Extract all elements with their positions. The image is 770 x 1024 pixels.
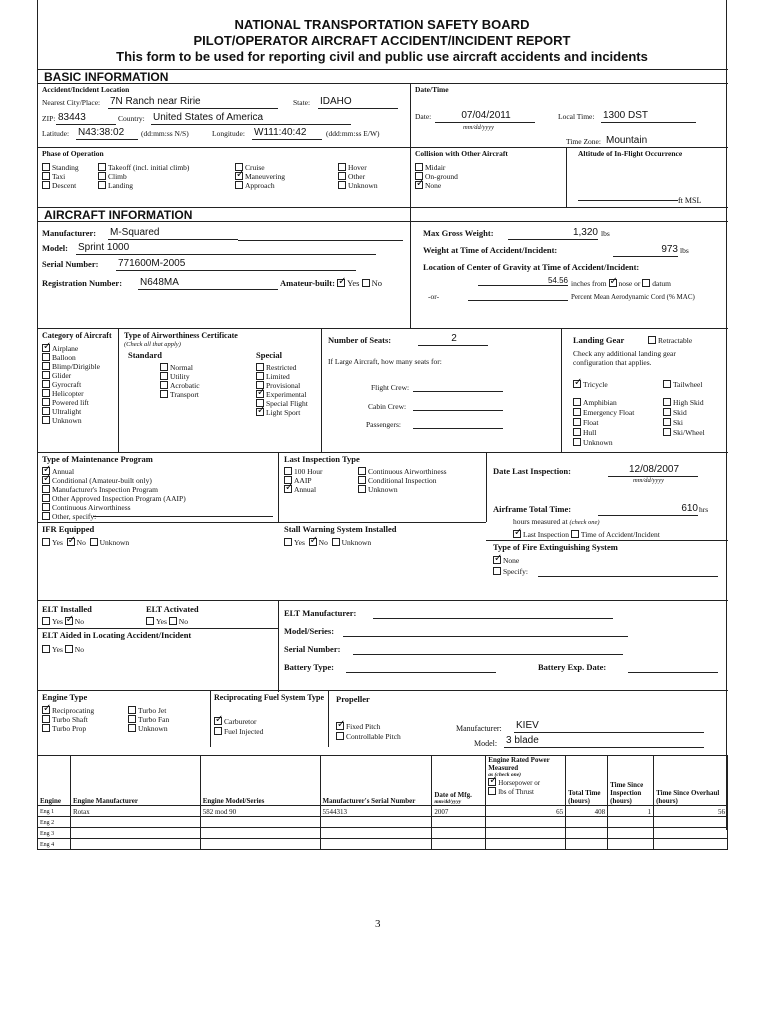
insp-unknown-option: Unknown — [358, 485, 398, 495]
engine-cell[interactable] — [320, 839, 432, 850]
registration-field[interactable]: N648MA — [138, 277, 278, 290]
engine-cell[interactable] — [486, 817, 566, 828]
engine-cell[interactable] — [608, 839, 654, 850]
phase-other-checkbox[interactable] — [338, 172, 346, 180]
datetime-title: Date/Time — [415, 85, 449, 94]
maint-other-specify-option: Other, specify: — [42, 512, 96, 522]
engine-cell: Eng 1 — [38, 806, 71, 817]
city-field[interactable]: 7N Ranch near Ririe — [108, 96, 278, 109]
engine-row — [38, 839, 728, 850]
phase-descent-checkbox[interactable] — [42, 181, 50, 189]
prop-model-field[interactable]: 3 blade — [504, 735, 704, 748]
controllable-pitch-checkbox[interactable] — [336, 732, 344, 740]
insp-annual-checkbox[interactable] — [284, 485, 292, 493]
last-inspection-checkbox[interactable] — [513, 530, 521, 538]
maint-manufacturer-s-inspection-program-checkbox[interactable] — [42, 485, 50, 493]
engine-row — [38, 817, 728, 828]
elt-aided-title: ELT Aided in Locating Accident/Incident — [42, 630, 192, 640]
phase-title: Phase of Operation — [42, 149, 104, 158]
ifr-no-checkbox[interactable] — [67, 538, 75, 546]
engine-cell[interactable] — [654, 839, 728, 850]
elt-aided-no[interactable] — [65, 645, 73, 653]
engine-col-engine-model-series: Engine Model/Series — [200, 756, 320, 806]
gear-float-checkbox[interactable] — [573, 418, 581, 426]
category-powered-lift-checkbox[interactable] — [42, 398, 50, 406]
elt-installed-title: ELT Installed — [42, 604, 92, 614]
fire-none-checkbox[interactable] — [493, 556, 501, 564]
maint-other-approved-inspection-program-aaip-option: Other Approved Inspection Program (AAIP) — [42, 494, 186, 504]
gear-emergency-float-option: Emergency Float — [573, 408, 634, 418]
elt-activated-yes[interactable] — [146, 617, 154, 625]
cg-nose-checkbox[interactable] — [609, 279, 617, 287]
engine-turbo-jet-option: Turbo Jet — [128, 706, 166, 716]
engine-cell[interactable] — [486, 839, 566, 850]
amateur-no-checkbox[interactable] — [362, 279, 370, 287]
special-limited-checkbox[interactable] — [256, 372, 264, 380]
phase-takeoff-incl-initial-climb-checkbox[interactable] — [98, 163, 106, 171]
propeller-title: Propeller — [336, 694, 370, 704]
fuel-injected-checkbox[interactable] — [214, 727, 222, 735]
engine-reciprocating-checkbox[interactable] — [42, 706, 50, 714]
phase-taxi-checkbox[interactable] — [42, 172, 50, 180]
phase-unknown-checkbox[interactable] — [338, 181, 346, 189]
phase-maneuvering-checkbox[interactable] — [235, 172, 243, 180]
category-balloon-checkbox[interactable] — [42, 353, 50, 361]
last-inspection-title: Last Inspection Type — [284, 454, 360, 464]
engine-col-manufacturer-s-serial-number: Manufacturer's Serial Number — [320, 756, 432, 806]
special-light-sport-option: ✓Light Sport — [256, 408, 300, 418]
stall-yes-checkbox[interactable] — [284, 538, 292, 546]
engine-cell[interactable] — [432, 839, 486, 850]
category-blimp-dirigible-checkbox[interactable] — [42, 362, 50, 370]
form-subtitle: PILOT/OPERATOR AIRCRAFT ACCIDENT/INCIDENT REPORT — [193, 33, 571, 48]
serial-number-field[interactable]: 771600M-2005 — [116, 258, 356, 271]
fire-ext-title: Type of Fire Extinguishing System — [493, 542, 618, 552]
page-number: 3 — [375, 918, 381, 930]
standard-transport-option: Transport — [160, 390, 199, 400]
landing-gear-title: Landing Gear — [573, 335, 625, 345]
zip-field[interactable]: 83443 — [56, 112, 116, 125]
insp-annual-option: ✓Annual — [284, 485, 316, 495]
engine-cell: Eng 4 — [38, 839, 71, 850]
phase-taxi-option: Taxi — [42, 172, 65, 182]
maint-other-approved-inspection-program-aaip-checkbox[interactable] — [42, 494, 50, 502]
gear-ski-wheel-checkbox[interactable] — [663, 428, 671, 436]
engine-cell[interactable] — [432, 828, 486, 839]
standard-utility-checkbox[interactable] — [160, 372, 168, 380]
weight-at-accident-field[interactable]: 973 — [613, 244, 678, 257]
standard-transport-checkbox[interactable] — [160, 390, 168, 398]
insp-unknown-checkbox[interactable] — [358, 485, 366, 493]
airworthiness-title: Type of Airworthiness Certificate — [124, 331, 238, 340]
elt-activated-title: ELT Activated — [146, 604, 199, 614]
form-title: NATIONAL TRANSPORTATION SAFETY BOARD — [234, 17, 530, 32]
longitude-field[interactable]: W111:40:42 — [252, 127, 322, 140]
local-time-field[interactable]: 1300 DST — [601, 110, 696, 123]
category-powered-lift-option: Powered lift — [42, 398, 89, 408]
model-field[interactable]: Sprint 1000 — [76, 242, 376, 255]
cg-datum-checkbox[interactable] — [642, 279, 650, 287]
engine-cell[interactable]: 56 — [654, 806, 728, 817]
category-title: Category of Aircraft — [42, 331, 112, 340]
insp-100-hour-option: 100 Hour — [284, 467, 323, 477]
engine-cell[interactable]: 5544313 — [320, 806, 432, 817]
engine-cell[interactable] — [320, 828, 432, 839]
thrust-checkbox[interactable] — [488, 787, 496, 795]
category-gyrocraft-option: Gyrocraft — [42, 380, 81, 390]
phase-landing-checkbox[interactable] — [98, 181, 106, 189]
tricycle-checkbox[interactable] — [573, 380, 581, 388]
phase-standing-option: Standing — [42, 163, 79, 173]
section-aircraft-information: AIRCRAFT INFORMATION — [38, 207, 728, 222]
gear-unknown-option: Unknown — [573, 438, 613, 448]
report-form: NATIONAL TRANSPORTATION SAFETY BOARD PILOT/OPERATOR AIRCRAFT ACCIDENT/INCIDENT REPORT This form to be used for reporting civil and public use aircraft accidents and incidents BASIC INFORMATION Accident/Incident Location Nearest City/Place: 7N Ranch near Ririe State: IDAHO ZIP: 83443 Country: United States of America Latitude: N43:38:02 (dd:mm:ss N/S) Longitude: W111:40:42 (ddd:mm:ss E/W) Date/Time Date: 07/04/2011 mm/dd/yyyy Local Time: 1300 DST Time Zone: Mountain Phase of Operation Collision with Other Aircraft Altitude of In-Flight Occurrence ft MSL AIRCRAFT INFORMATION Manufacturer: M-Squared Model: Sprint 1000 Serial Number: 771600M-2005 Registration Number: N648MA Amateur-built: ✓ Yes No Max Gross Weight: 1,320 lbs Weight at Time of Accident/Incident: 973 lbs Location of Center of Gravity at Time of Accident/Incident: 54.56 inches from ✓ nose or datum -or- Percent Mean Aerodynamic Cord (% MAC) Category of Aircraft Type of Airworthiness Certificate (Check all that apply) Standard Special Number of Seats: 2 If Large Aircraft, how many seats for: Flight Crew: Cabin Crew: Passengers: Landing Gear Retractable Check any additional landing gear configuration that applies. ✓Tricycle Tailwheel Type of Maintenance Program Last Inspection Type Date Last Inspection: 12/08/2007 mm/dd/yyyy Airframe Total Time: 610 hrs hours measured at (check one) ✓Last Inspection Time of Accident/Incident IFR Equipped Yes ✓ No Unknown Stall Warning System Installed Yes ✓ No Unknown Type of Fire Extinguishing System ✓None Specify: ELT Installed Yes ✓ No ELT Activated Yes No ELT Aided in Locating Accident/Incident Yes No ELT Manufacturer: Model/Series: Serial Number: Battery Type: Battery Exp. Date: Engine Type Reciprocating Fuel System Type ✓Carburetor Fuel Injected Propeller ✓Fixed Pitch Controllable Pitch Manufacturer: KIEV Model: 3 blade Engine Engine Manufacturer Engine Model/Series Manufacturer's Serial Number Date of Mfg. mm/dd/yyyy Engine Rated Power Measured as (check one) ✓Horsepower or lbs of Thrust Total Time (hours) Time Since Inspection (hours) Time Since Overhaul (hours) Eng 1 Rotax 582 mod 90 5544313 2007 65 408 1 56 Eng 2 Eng 3 Eng 4 Standing Taxi Descent Takeoff (incl. initial climb) Climb Landing Cruise ✓Maneuvering Approach Hover Other Unknown Midair On-ground ✓None ✓Airplane Balloon Blimp/Dirigible Glider Gyrocraft Helicopter Powered lift Ultralight Unknown Normal Utility Acrobatic Transport Restricted Limited Provisional ✓Experimental Special Flight ✓Light Sport Amphibian High Skid Emergency Float Skid Float Ski Hull Ski/Wheel Unknown ✓Annual ✓Conditional (Amateur-built only) Manufacturer's Inspection Program Other Approved Inspection Program (AAIP) Continuous Airworthiness Other, specify: 100 Hour AAIP ✓Annual Continuous Airworthiness Conditional Inspection Unknown ✓Reciprocating Turbo Shaft Turbo Prop Turbo Jet Turbo Fan Unknown — [37, 0, 727, 830]
gear-high-skid-checkbox[interactable] — [663, 398, 671, 406]
engine-col-date-of-mfg: Date of Mfg. mm/dd/yyyy — [432, 756, 486, 806]
maint-manufacturer-s-inspection-program-option: Manufacturer's Inspection Program — [42, 485, 158, 495]
engine-turbo-prop-option: Turbo Prop — [42, 724, 86, 734]
engine-col-time-since-overhaul-hours: Time Since Overhaul (hours) — [654, 756, 728, 806]
date-field[interactable]: 07/04/2011 — [435, 110, 535, 123]
category-balloon-option: Balloon — [42, 353, 76, 363]
phase-climb-option: Climb — [98, 172, 127, 182]
form-purpose: This form to be used for reporting civil and public use aircraft accidents and incidents — [116, 49, 648, 64]
country-field[interactable]: United States of America — [151, 112, 351, 125]
engine-turbo-shaft-checkbox[interactable] — [42, 715, 50, 723]
location-title: Accident/Incident Location — [42, 85, 130, 94]
phase-hover-option: Hover — [338, 163, 367, 173]
maint-continuous-airworthiness-option: Continuous Airworthiness — [42, 503, 131, 513]
special-limited-option: Limited — [256, 372, 290, 382]
category-blimp-dirigible-option: Blimp/Dirigible — [42, 362, 100, 372]
ifr-title: IFR Equipped — [42, 524, 95, 534]
insp-conditional-inspection-option: Conditional Inspection — [358, 476, 437, 486]
gear-emergency-float-checkbox[interactable] — [573, 408, 581, 416]
phase-standing-checkbox[interactable] — [42, 163, 50, 171]
phase-approach-option: Approach — [235, 181, 275, 191]
engine-table — [37, 755, 728, 850]
ifr-yes-checkbox[interactable] — [42, 538, 50, 546]
category-glider-checkbox[interactable] — [42, 371, 50, 379]
retractable-checkbox[interactable] — [648, 336, 656, 344]
engine-cell: Eng 2 — [38, 817, 71, 828]
engine-col-total-time-hours: Total Time (hours) — [566, 756, 608, 806]
maintenance-title: Type of Maintenance Program — [42, 454, 153, 464]
insp-100-hour-checkbox[interactable] — [284, 467, 292, 475]
time-zone-field[interactable]: Mountain — [604, 135, 696, 148]
special-restricted-checkbox[interactable] — [256, 363, 264, 371]
engine-turbo-jet-checkbox[interactable] — [128, 706, 136, 714]
category-airplane-option: ✓Airplane — [42, 344, 78, 354]
engine-cell[interactable] — [432, 817, 486, 828]
engine-cell[interactable]: Rotax — [70, 806, 200, 817]
gear-high-skid-option: High Skid — [663, 398, 704, 408]
engine-cell[interactable] — [200, 828, 320, 839]
standard-acrobatic-option: Acrobatic — [160, 381, 200, 391]
phase-cruise-option: Cruise — [235, 163, 265, 173]
carburetor-checkbox[interactable] — [214, 717, 222, 725]
engine-turbo-fan-checkbox[interactable] — [128, 715, 136, 723]
elt-activated-no[interactable] — [169, 617, 177, 625]
gear-ski-checkbox[interactable] — [663, 418, 671, 426]
elt-aided-yes[interactable] — [42, 645, 50, 653]
section-basic-information: BASIC INFORMATION — [38, 69, 728, 84]
stall-unknown-checkbox[interactable] — [332, 538, 340, 546]
collision-none-checkbox[interactable] — [415, 181, 423, 189]
phase-takeoff-incl-initial-climb-option: Takeoff (incl. initial climb) — [98, 163, 189, 173]
phase-climb-checkbox[interactable] — [98, 172, 106, 180]
category-ultralight-checkbox[interactable] — [42, 407, 50, 415]
insp-continuous-airworthiness-option: Continuous Airworthiness — [358, 467, 447, 477]
engine-cell[interactable] — [70, 839, 200, 850]
gear-amphibian-checkbox[interactable] — [573, 398, 581, 406]
phase-landing-option: Landing — [98, 181, 133, 191]
fire-specify-checkbox[interactable] — [493, 567, 501, 575]
gear-hull-option: Hull — [573, 428, 596, 438]
engine-cell[interactable]: 1 — [608, 806, 654, 817]
engine-cell[interactable] — [566, 817, 608, 828]
elt-installed-no[interactable] — [65, 617, 73, 625]
special-restricted-option: Restricted — [256, 363, 296, 373]
date-last-inspection-field[interactable]: 12/08/2007 — [608, 464, 698, 477]
engine-cell[interactable]: 2007 — [432, 806, 486, 817]
standard-normal-option: Normal — [160, 363, 193, 373]
stall-warning-title: Stall Warning System Installed — [284, 524, 397, 534]
phase-other-option: Other — [338, 172, 365, 182]
phase-hover-checkbox[interactable] — [338, 163, 346, 171]
horsepower-checkbox[interactable] — [488, 778, 496, 786]
engine-cell[interactable]: 582 mod 90 — [200, 806, 320, 817]
gear-amphibian-option: Amphibian — [573, 398, 617, 408]
gear-unknown-checkbox[interactable] — [573, 438, 581, 446]
tailwheel-checkbox[interactable] — [663, 380, 671, 388]
gear-ski-option: Ski — [663, 418, 683, 428]
phase-descent-option: Descent — [42, 181, 76, 191]
state-field[interactable]: IDAHO — [318, 96, 398, 109]
cg-field[interactable]: 54.56 — [478, 276, 568, 286]
engine-reciprocating-option: ✓Reciprocating — [42, 706, 94, 716]
engine-cell[interactable] — [70, 828, 200, 839]
collision-title: Collision with Other Aircraft — [415, 149, 508, 158]
altitude-title: Altitude of In-Flight Occurrence — [578, 149, 683, 158]
category-unknown-checkbox[interactable] — [42, 416, 50, 424]
latitude-field[interactable]: N43:38:02 — [76, 127, 138, 140]
maint-continuous-airworthiness-checkbox[interactable] — [42, 503, 50, 511]
max-gross-weight-field[interactable]: 1,320 — [508, 227, 598, 240]
standard-acrobatic-checkbox[interactable] — [160, 381, 168, 389]
special-light-sport-checkbox[interactable] — [256, 408, 264, 416]
insp-aaip-option: AAIP — [284, 476, 312, 486]
category-ultralight-option: Ultralight — [42, 407, 81, 417]
engine-unknown-option: Unknown — [128, 724, 168, 734]
fuel-system-title: Reciprocating Fuel System Type — [214, 693, 324, 702]
standard-normal-checkbox[interactable] — [160, 363, 168, 371]
engine-cell[interactable] — [486, 828, 566, 839]
engine-turbo-prop-checkbox[interactable] — [42, 724, 50, 732]
collision-midair-checkbox[interactable] — [415, 163, 423, 171]
engine-unknown-checkbox[interactable] — [128, 724, 136, 732]
engine-cell[interactable] — [654, 817, 728, 828]
seats-field[interactable]: 2 — [418, 333, 488, 346]
gear-ski-wheel-option: Ski/Wheel — [663, 428, 705, 438]
special-experimental-option: ✓Experimental — [256, 390, 306, 400]
ifr-unknown-checkbox[interactable] — [90, 538, 98, 546]
category-airplane-checkbox[interactable] — [42, 344, 50, 352]
phase-maneuvering-option: ✓Maneuvering — [235, 172, 285, 182]
fixed-pitch-checkbox[interactable] — [336, 722, 344, 730]
engine-cell[interactable] — [200, 817, 320, 828]
special-provisional-option: Provisional — [256, 381, 300, 391]
category-helicopter-checkbox[interactable] — [42, 389, 50, 397]
category-glider-option: Glider — [42, 371, 71, 381]
engine-cell[interactable] — [70, 817, 200, 828]
gear-skid-option: Skid — [663, 408, 687, 418]
phase-approach-checkbox[interactable] — [235, 181, 243, 189]
engine-col-engine-manufacturer: Engine Manufacturer — [70, 756, 200, 806]
engine-cell[interactable]: 408 — [566, 806, 608, 817]
engine-cell[interactable] — [320, 817, 432, 828]
maint-other-specify-checkbox[interactable] — [42, 512, 50, 520]
special-special-flight-option: Special Flight — [256, 399, 308, 409]
amateur-built: Amateur-built: ✓ Yes No — [280, 279, 382, 289]
elt-installed-yes[interactable] — [42, 617, 50, 625]
engine-type-title: Engine Type — [42, 692, 88, 702]
engine-col-time-since-inspection-hours: Time Since Inspection (hours) — [608, 756, 654, 806]
standard-utility-option: Utility — [160, 372, 190, 382]
collision-midair-option: Midair — [415, 163, 445, 173]
engine-col-engine-rated-power-measured: Engine Rated Power Measured as (check one) ✓Horsepower or lbs of Thrust — [486, 756, 566, 806]
engine-cell[interactable] — [608, 817, 654, 828]
engine-cell[interactable]: 65 — [486, 806, 566, 817]
category-gyrocraft-checkbox[interactable] — [42, 380, 50, 388]
amateur-yes-checkbox[interactable] — [337, 279, 345, 287]
category-unknown-option: Unknown — [42, 416, 82, 426]
engine-cell[interactable] — [654, 828, 728, 839]
engine-cell: Eng 3 — [38, 828, 71, 839]
engine-row — [38, 828, 728, 839]
engine-row — [38, 806, 728, 817]
collision-none-option: ✓None — [415, 181, 441, 191]
prop-manufacturer-field[interactable]: KIEV — [514, 720, 704, 733]
gear-hull-checkbox[interactable] — [573, 428, 581, 436]
engine-cell[interactable] — [608, 828, 654, 839]
engine-cell[interactable] — [200, 839, 320, 850]
stall-no-checkbox[interactable] — [309, 538, 317, 546]
engine-cell[interactable] — [566, 828, 608, 839]
time-of-accident-checkbox[interactable] — [571, 530, 579, 538]
collision-on-ground-option: On-ground — [415, 172, 458, 182]
maint-conditional-amateur-built-only-option: ✓Conditional (Amateur-built only) — [42, 476, 152, 486]
engine-col-engine: Engine — [38, 756, 71, 806]
special-experimental-checkbox[interactable] — [256, 390, 264, 398]
category-helicopter-option: Helicopter — [42, 389, 84, 399]
maint-conditional-amateur-built-only-checkbox[interactable] — [42, 476, 50, 484]
gear-float-option: Float — [573, 418, 598, 428]
airframe-time-field[interactable]: 610 — [598, 503, 698, 516]
insp-conditional-inspection-checkbox[interactable] — [358, 476, 366, 484]
maint-annual-option: ✓Annual — [42, 467, 74, 477]
insp-continuous-airworthiness-checkbox[interactable] — [358, 467, 366, 475]
manufacturer-field[interactable]: M-Squared — [108, 227, 238, 240]
engine-turbo-fan-option: Turbo Fan — [128, 715, 169, 725]
gear-skid-checkbox[interactable] — [663, 408, 671, 416]
phase-unknown-option: Unknown — [338, 181, 378, 191]
engine-turbo-shaft-option: Turbo Shaft — [42, 715, 88, 725]
engine-cell[interactable] — [566, 839, 608, 850]
